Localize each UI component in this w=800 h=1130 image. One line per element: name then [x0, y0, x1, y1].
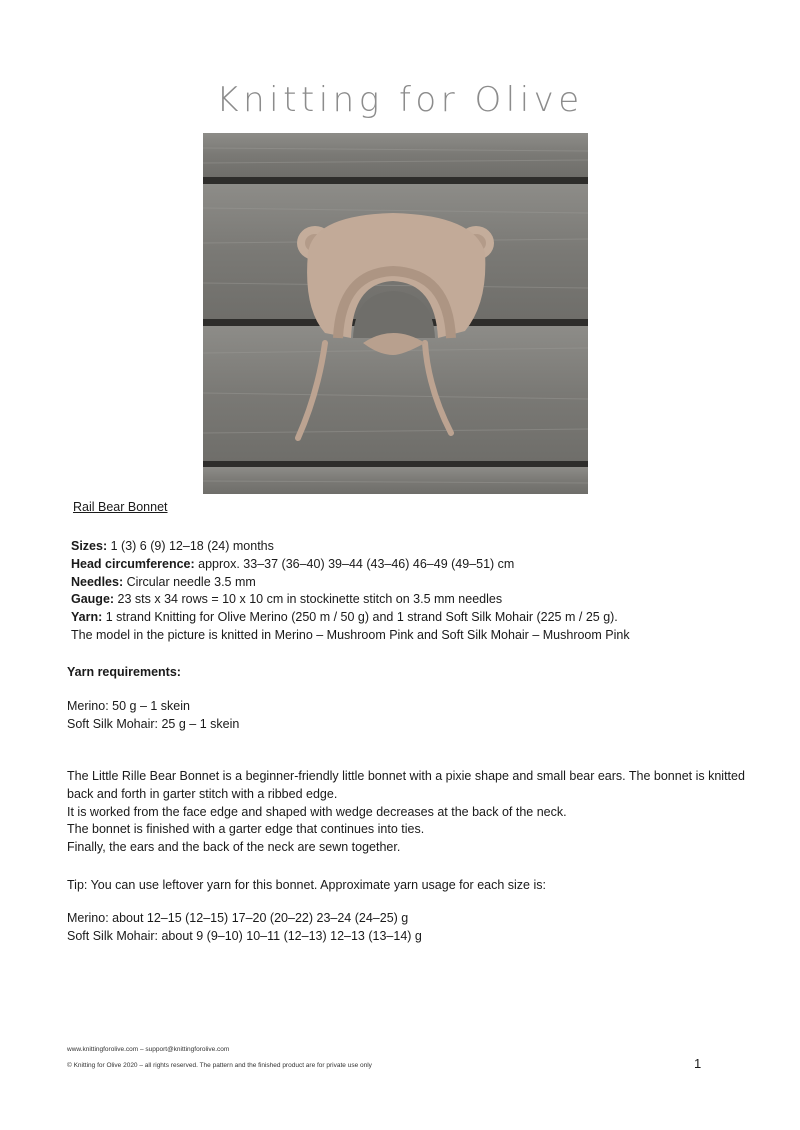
yarn-requirement-line: Merino: 50 g – 1 skein	[67, 699, 190, 713]
bonnet-photo	[203, 133, 588, 494]
footer-copyright: © Knitting for Olive 2020 – all rights reserved. The pattern and the finished product are for private use only	[67, 1062, 372, 1069]
spec-value: 1 (3) 6 (9) 12–18 (24) months	[107, 539, 274, 553]
pattern-description	[67, 768, 747, 857]
page-number: 1	[694, 1056, 702, 1071]
spec-label: Head circumference:	[71, 556, 195, 571]
yarn-requirement-line: Soft Silk Mohair: 25 g – 1 skein	[67, 716, 240, 731]
description-line: The Little Rille Bear Bonnet is a beginner-friendly little bonnet with a pixie shape and small bear ears. The bonnet is knitted back and forth in garter stitch with a ribbed edge.	[67, 769, 745, 801]
spec-gauge	[71, 591, 630, 609]
brand-logo-text: Knitting for Olive	[216, 80, 584, 120]
model-note: The model in the picture is knitted in Merino – Mushroom Pink and Soft Silk Mohair – Mushroom Pink	[71, 627, 630, 642]
description-line: The bonnet is finished with a garter edge that continues into ties.	[67, 822, 425, 837]
spec-needles	[71, 574, 630, 592]
spec-sizes	[71, 538, 630, 556]
spec-label: Yarn:	[71, 610, 103, 625]
yarn-usage-line: Merino: about 12–15 (12–15) 17–20 (20–22) 23–24 (24–25) g	[67, 911, 409, 925]
description-line: Finally, the ears and the back of the neck are sewn together.	[67, 840, 401, 855]
spec-yarn	[71, 609, 630, 627]
spec-value: 23 sts x 34 rows = 10 x 10 cm in stockinette stitch on 3.5 mm needles	[114, 592, 503, 607]
pattern-title: Rail Bear Bonnet	[73, 500, 168, 514]
spec-label: Gauge:	[71, 592, 115, 607]
spec-label: Needles:	[71, 574, 124, 589]
footer-contact: www.knittingforolive.com – support@knittingforolive.com	[67, 1046, 230, 1053]
yarn-usage-line: Soft Silk Mohair: about 9 (9–10) 10–11 (12–13) 12–13 (13–14) g	[67, 928, 422, 943]
plank-gap	[203, 461, 588, 467]
spec-value: Circular needle 3.5 mm	[123, 574, 256, 589]
tip-text: Tip: You can use leftover yarn for this bonnet. Approximate yarn usage for each size is:	[67, 878, 546, 892]
wood-plank	[203, 467, 588, 494]
spec-value: approx. 33–37 (36–40) 39–44 (43–46) 46–49 (49–51) cm	[194, 556, 515, 571]
wood-plank	[203, 133, 588, 177]
description-line: It is worked from the face edge and shaped with wedge decreases at the back of the neck.	[67, 804, 567, 819]
spec-head-circumference	[71, 556, 630, 574]
yarn-requirements-list	[67, 698, 239, 734]
pattern-specs	[71, 538, 630, 645]
yarn-requirements-heading: Yarn requirements:	[67, 665, 181, 679]
yarn-usage-list	[67, 910, 422, 946]
spec-value: 1 strand Knitting for Olive Merino (250 m / 50 g) and 1 strand Soft Silk Mohair (225 m / 25 g).	[102, 610, 618, 625]
spec-label: Sizes:	[71, 539, 108, 553]
plank-gap	[203, 177, 588, 184]
